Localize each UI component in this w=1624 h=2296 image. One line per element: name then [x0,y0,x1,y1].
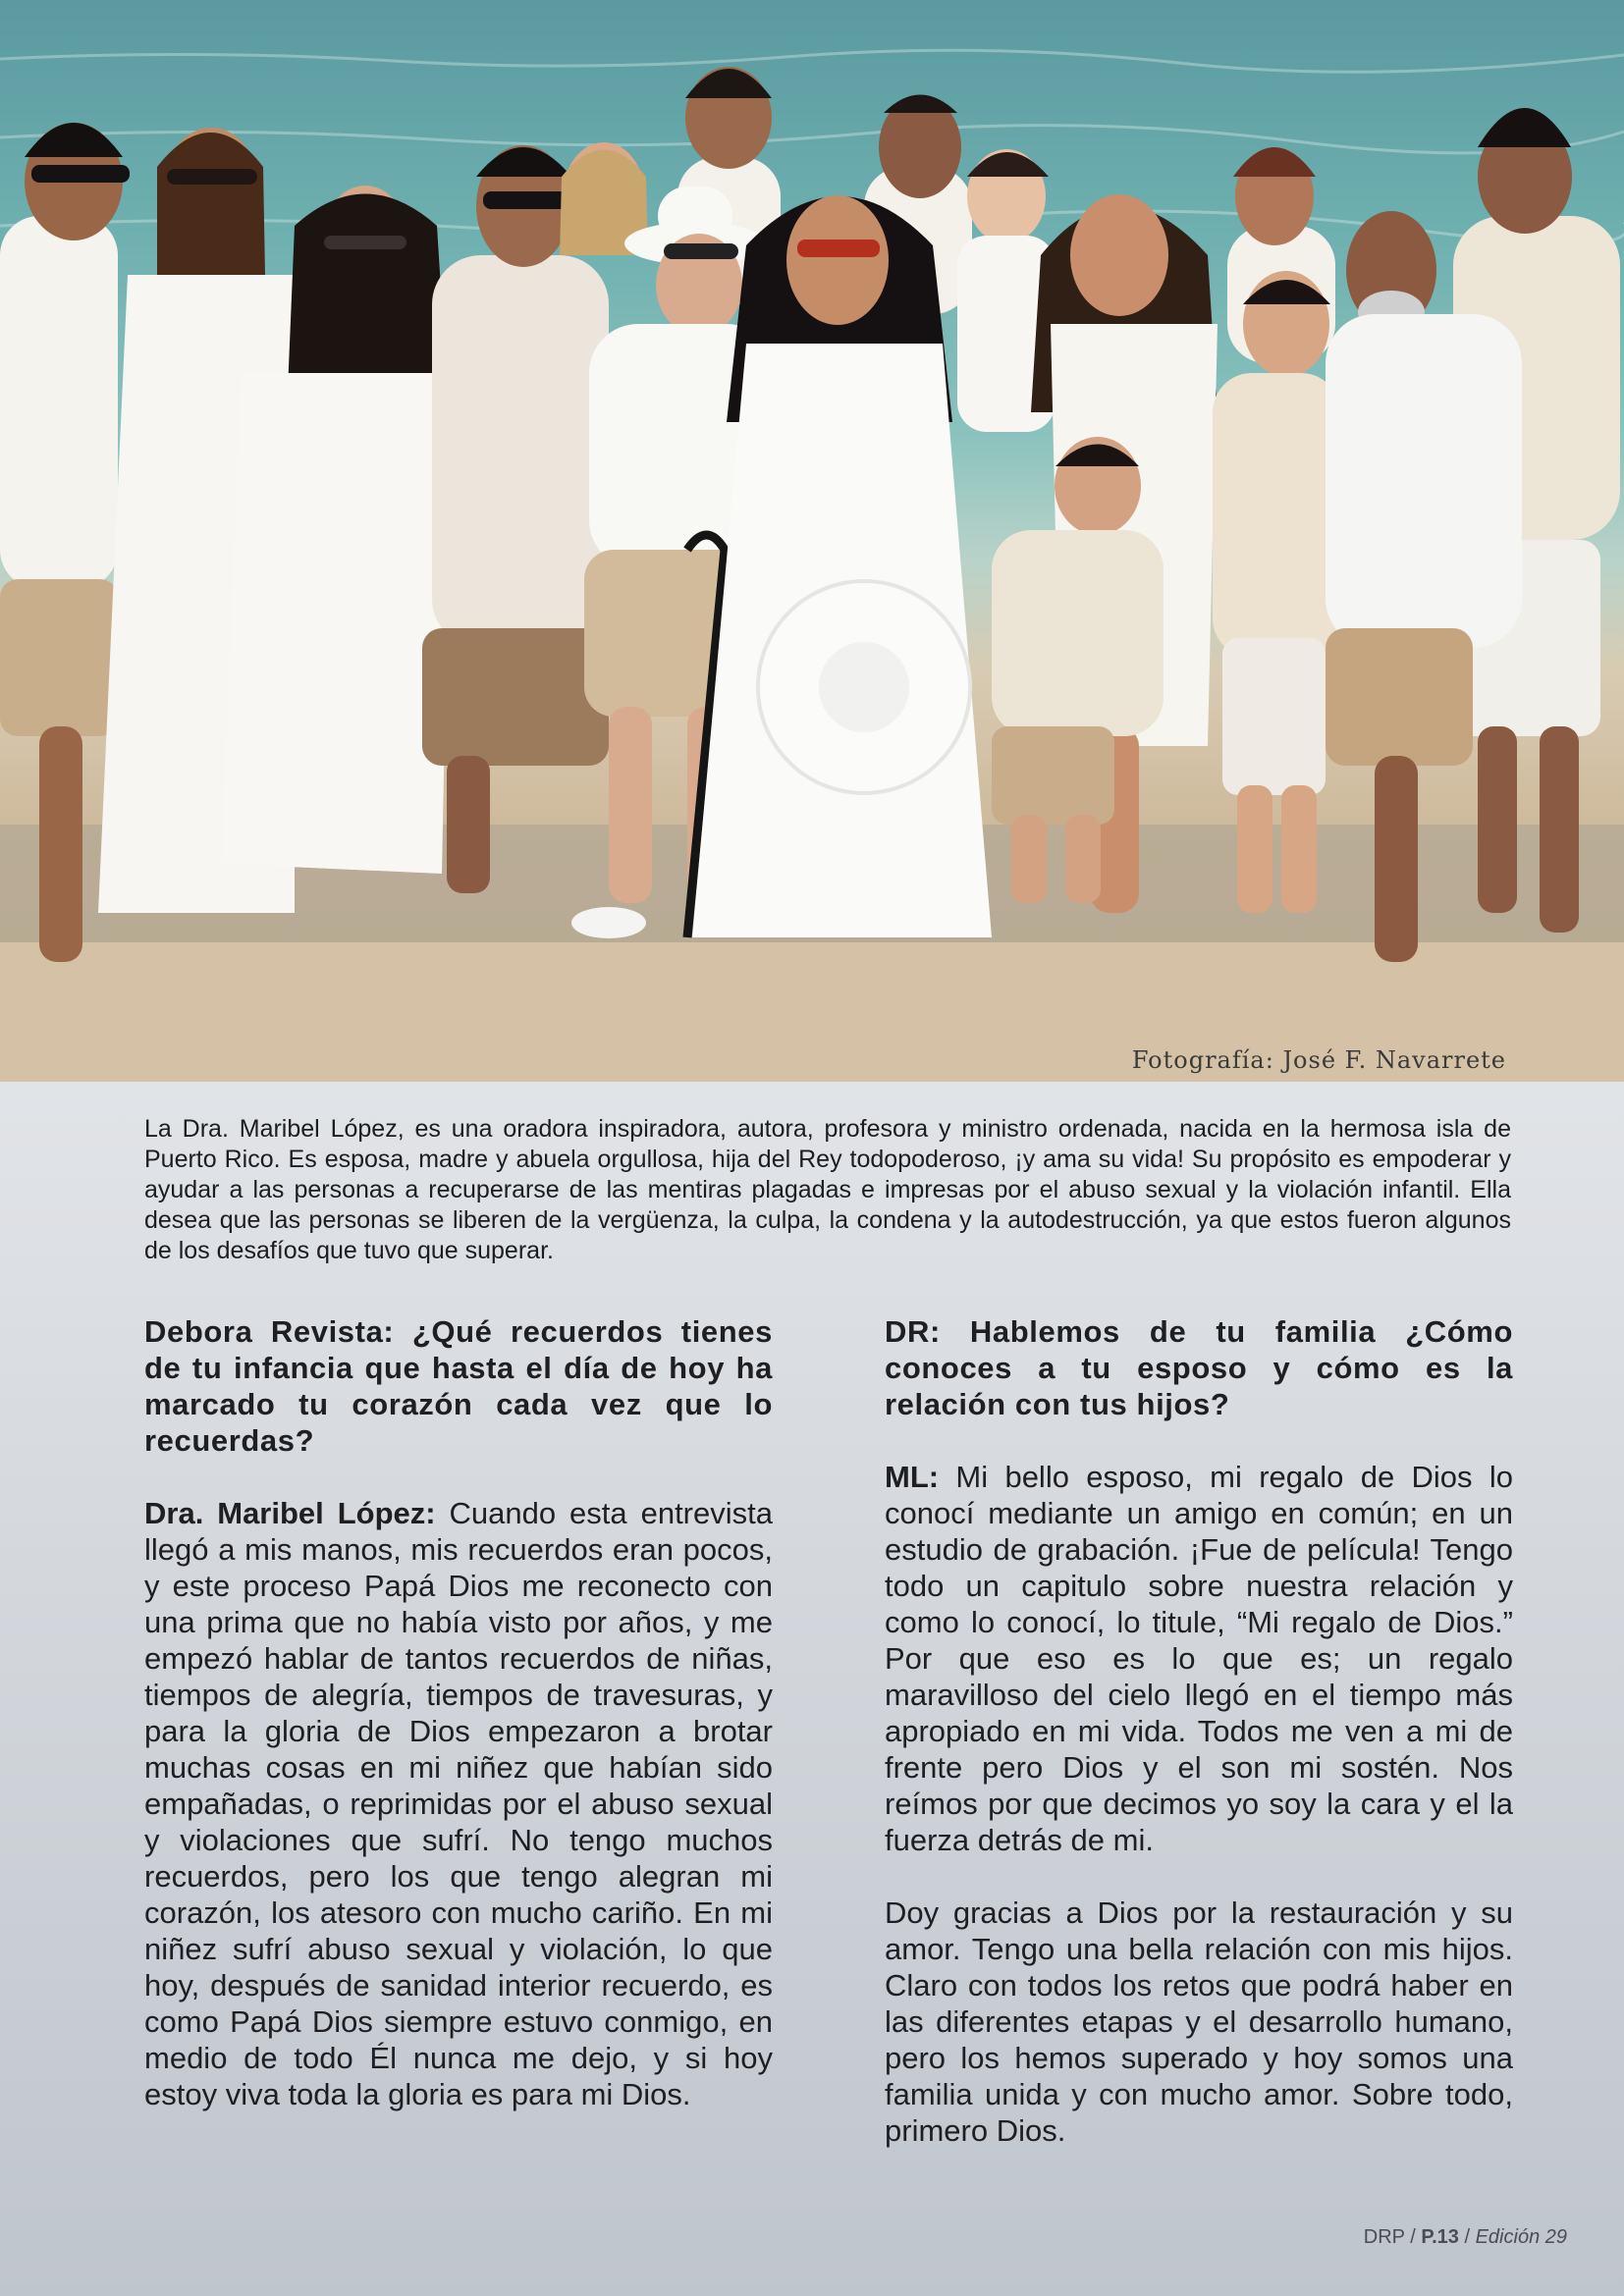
person-older-boy [1213,271,1340,913]
left-column [144,1313,773,2149]
answer-speaker: Dra. Maribel López: [144,1496,436,1530]
answer-family [885,1459,1513,1858]
edition-label: Edición 29 [1475,2226,1567,2248]
right-column [885,1313,1513,2185]
photo-credit: Fotografía: José F. Navarrete [1131,1046,1506,1074]
page-footer [1364,2226,1567,2249]
person-man-beige [422,145,609,893]
footer-separator: / [1458,2226,1476,2248]
question-childhood: Debora Revista: ¿Qué recuerdos tienes de tu infancia que hasta el día de hoy ha marcado tu corazón cada vez que lo recuerdas? [144,1314,773,1458]
intro-paragraph: La Dra. Maribel López, es una oradora inspiradora, autora, profesora y ministro ordenada, nacida en la hermosa isla de Puerto Rico. Es esposa, madre y abuela orgullosa, hija del Rey todopoderoso, ¡y ama su vida! Su propósito es empoderar y ayudar a las personas a recuperarse de las mentiras plagadas e impresas por el abuso sexual y la violación infantil. Ella desea que las personas se liberen de la vergüenza, la culpa, la condena y la autodestrucción, ya que estos fueron algunos de los desafíos que tuvo que superar. [144,1115,1511,1264]
answer-childhood [144,1495,773,2112]
photo-illustration [0,0,1624,1082]
footer-separator: / [1404,2226,1422,2248]
answer-text: Mi bello esposo, mi regalo de Dios lo conocí mediante un amigo en común; en un estudio de grabación. ¡Fue de película! Tengo todo un capitulo sobre nuestra relación y como lo conocí, lo titule, “Mi regalo de Dios.” Por que eso es lo que es; un regalo maravilloso del cielo llegó en el tiempo más apropiado en mi vida. Todos me ven a mi de frente pero Dios y el son mi sostén. Nos reímos por que decimos yo soy la cara y el la fuerza detrás de mi. [885,1460,1513,1857]
answer-family-paragraph-2: Doy gracias a Dios por la restauración y su amor. Tengo una bella relación con mis hijos. Claro con todos los retos que podrá haber en las diferentes etapas y el desarrollo humano, pero los hemos superado y hoy somos una familia unida y con mucho amor. Sobre todo, primero Dios. [885,1896,1513,2148]
page-number: P.13 [1421,2226,1459,2248]
answer-speaker: ML: [885,1460,940,1494]
question-family: DR: Hablemos de tu familia ¿Cómo conoces a tu esposo y cómo es la relación con tus hijos? [885,1314,1513,1421]
answer-text: Cuando esta entrevista llegó a mis manos, mis recuerdos eran pocos, y este proceso Papá Dios me reconecto con una prima que no había visto por años, y me empezó hablar de tantos recuerdos de niñas, tiempos de alegría, tiempos de travesuras, y para la gloria de Dios empezaron a brotar muchas cosas en mi niñez que habían sido empañadas, o reprimidas por el abuso sexual y violaciones que sufrí. No tengo muchos recuerdos, pero los que tengo alegran mi corazón, los atesoro con mucho cariño. En mi niñez sufrí abuso sexual y violación, lo que hoy, después de sanidad interior recuerdo, es como Papá Dios siempre estuvo conmigo, en medio de todo Él nunca me dejo, y si hoy estoy viva toda la gloria es para mi Dios. [144,1496,773,2111]
family-beach-photo [0,0,1624,1082]
magazine-name: DRP [1363,2226,1405,2248]
